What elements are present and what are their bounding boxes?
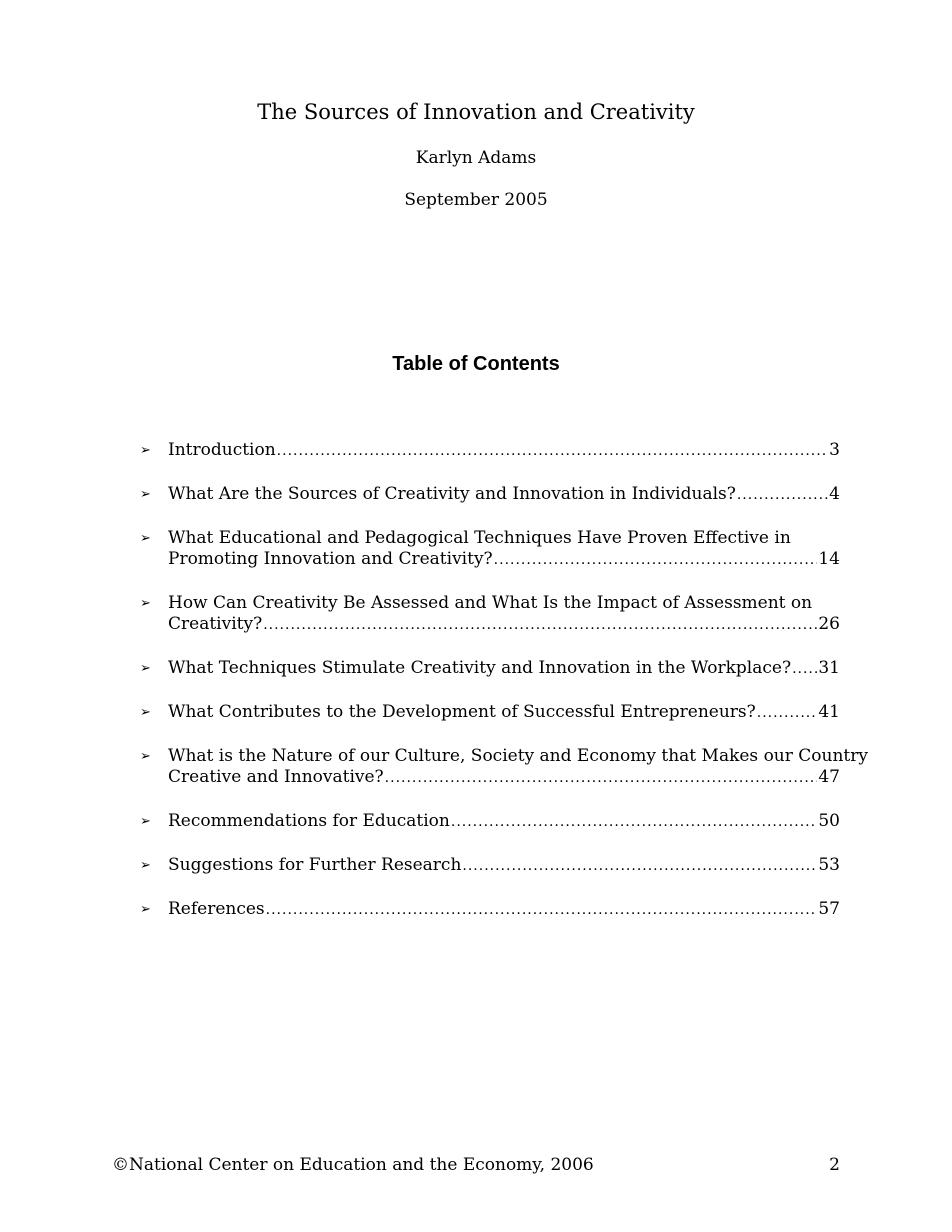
toc-entry-title: What Are the Sources of Creativity and Innovation in Individuals? [168,484,736,504]
toc-entry-title: Promoting Innovation and Creativity? [168,549,493,569]
arrowhead-bullet-icon: ➢ [140,814,151,829]
toc-entry-page: 31 [818,658,840,678]
dot-leader [494,550,818,571]
toc-entry-title: Creativity? [168,614,263,634]
arrowhead-bullet-icon: ➢ [140,705,151,720]
toc-entry-title-line1: What is the Nature of our Culture, Society and Economy that Makes our Country [168,746,868,766]
document-title: The Sources of Innovation and Creativity [257,100,695,124]
dot-leader [266,900,818,921]
page-footer [112,1153,840,1177]
toc-entry[interactable] [140,658,840,680]
footer-copyright: ©National Center on Education and the Economy, 2006 [112,1155,594,1175]
toc-entry-title-line1: What Educational and Pedagogical Techniques Have Proven Effective in [168,528,791,548]
arrowhead-bullet-icon: ➢ [140,487,151,502]
toc-entry[interactable] [140,440,840,462]
toc-entry-title: Recommendations for Education [168,811,450,831]
toc-entry-title: Introduction [168,440,276,460]
dot-leader [462,856,817,877]
dot-leader [385,768,818,789]
toc-entry[interactable] [140,899,840,921]
footer-page-number: 2 [829,1155,840,1175]
toc-entry-page: 26 [818,614,840,634]
arrowhead-bullet-icon: ➢ [140,596,151,611]
toc-entry-title: What Contributes to the Development of Successful Entrepreneurs? [168,702,756,722]
toc-entry[interactable] [140,528,840,571]
toc-entry[interactable] [140,855,840,877]
arrowhead-bullet-icon: ➢ [140,858,151,873]
toc-entry[interactable] [140,811,840,833]
document-author: Karlyn Adams [415,148,537,168]
toc-entry-title: Suggestions for Further Research [168,855,462,875]
dot-leader [737,485,828,506]
toc-entry-title-line1: How Can Creativity Be Assessed and What Is the Impact of Assessment on [168,593,813,613]
toc-entry-page: 41 [818,702,840,722]
document-date: September 2005 [404,190,548,210]
dot-leader [792,659,817,680]
arrowhead-bullet-icon: ➢ [140,443,151,458]
dot-leader [277,441,829,462]
toc-entry-title: What Techniques Stimulate Creativity and Innovation in the Workplace? [168,658,792,678]
toc-entry-page: 57 [818,899,840,919]
toc-entry-page: 50 [818,811,840,831]
arrowhead-bullet-icon: ➢ [140,902,151,917]
arrowhead-bullet-icon: ➢ [140,749,151,764]
toc-entry-page: 47 [818,767,840,787]
arrowhead-bullet-icon: ➢ [140,531,151,546]
arrowhead-bullet-icon: ➢ [140,661,151,676]
table-of-contents [140,440,868,943]
dot-leader [263,615,817,636]
toc-entry-title: Creative and Innovative? [168,767,384,787]
toc-entry-page: 3 [829,440,840,460]
dot-leader [757,703,818,724]
toc-entry-page: 4 [829,484,840,504]
toc-entry-title: References [168,899,265,919]
toc-entry-page: 14 [818,549,840,569]
toc-entry[interactable] [140,593,840,636]
toc-entry[interactable] [140,702,840,724]
toc-entry[interactable] [140,484,840,506]
toc-entry-page: 53 [818,855,840,875]
toc-entry[interactable] [140,746,868,789]
dot-leader [451,812,817,833]
toc-heading: Table of Contents [392,353,560,375]
